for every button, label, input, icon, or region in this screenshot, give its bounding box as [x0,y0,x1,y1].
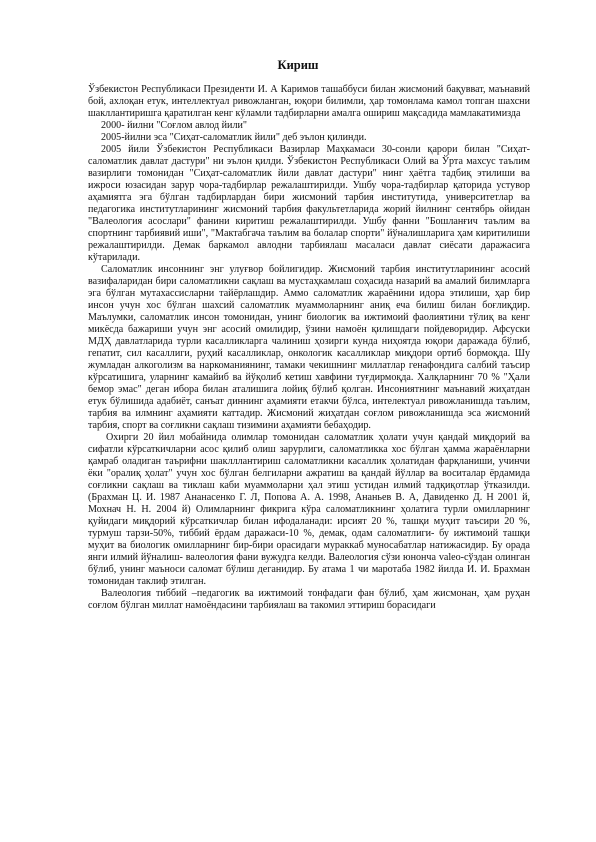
paragraph-year-2000: 2000- йилни "Соғлом авлод йили" [101,120,248,131]
paragraph-valeology: Валеология тиббий –педагогик ва ижтимоий тонфадаги фан бўлиб, ҳам жисмонан, ҳам руҳан соғлом бўлган миллат намоёндасини тарбиялаш ва такомил эттириш борасидаги [88,588,530,611]
page-title: Кириш [277,58,319,72]
paragraph-year-2005: 2005-йилни эса "Сиҳат-саломатлик йили" деб эълон қилинди. [101,132,367,143]
paragraph-state-program: 2005 йили Ўзбекистон Республикаси Вазирлар Маҳкамаси 30-сонли қарори билан "Сиҳат- саломатлик давлат дастури" ни эълон қилди. Ўзбекистон Республикаси Олий ва Ўрта махсус таълим вазирлиги томонидан "Сиҳат-саломатлик йили давлат дастури" нинг ҳаётга тадбиқ этилиши ва ижроси юзасидан зарур чора-тадбирлар режалаштирилди. Ушбу чора-тадбирлар қаторида устувор аҳамиятга эга бўлган тадбирлардан бири жисмоний тарбия институтида, университетлар ва педагогика институтларининг жисмоний тарбия факультетларида жорий йилнинг сентябрь ойидан "Валеология асослари" фанини киритиш режалаштирилди. Ушбу фанни "Бошланғич таълим ва спортнинг тарбиявий иши", "Мактабгача таълим ва болалар спорти" йўналишларига ҳам киритилиши режалаштирилди. Демак баркамол авлодни тарбиялаш масаласи давлат сиёсати даражасига кўтарилади. [88,144,530,263]
paragraph-health-wealth: Саломатлик инсоннинг энг улуғвор бойлигидир. Жисмоний тарбия институтларининг асосий вазифаларидан бири саломатликни сақлаш ва мустаҳкамлаш соҳасида назарий ва амалий билимларга эга бўлган мутахассисларни тайёрлашдир. Аммо саломатлик жараёнини идора этилиши, ҳар бир инсон учун хос бўлган шахсий саломатлик муаммоларнинг аниқ еча билиш билан боғлиқдир. Маълумки, саломатлик инсон томонидан, унинг биологик ва ижтимоий фаолиятини тўлиқ ва кенг микёсда бажариши учун энг асосий омилидир, ўзини намоён қилишдаги пойдеворидир. Афсуски МДҲ давлатларида турли касалликларга чалиниш ҳозирги кунда ниҳоятда юқори даражада бўлиб, гепатит, сил касаллиги, руҳий касалликлар, онкологик касалликлар миқдори ортиб бормоқда. Шу жумладан алкоголизм ва наркоманиянинг, тамаки чекишнинг миллатлар генафондига салбий таъсир кўрсатишига, уларнинг камайиб ва йўқолиб кетиш хавфини туғдирмоқда. Халқларнинг 70 % "Ҳали бемор эмас" деган ибора билан аталишига лойиқ бўлиб қолган. Инсониятнинг маънавий жиҳатдан етук бўлишида адабиёт, санъат диннинг аҳамияти етакчи бўлса, интелектуал ривожланишда таълим, тарбия ва илмнинг аҳамияти каттадир. Жисмоний жиҳатдан соғлом ривожланишда эса жисмоний тарбия, спорт ва соғликни сақлаш тизимини аҳамияти бебаҳодир. [88,264,530,431]
paragraph-research: Охирги 20 йил мобайнида олимлар томонидан саломатлик ҳолати учун қандай миқдорий ва сифатли кўрсаткичларни асос қилиб олиш зарурлиги, саломатликка хос бўлган ҳамма жараёнларни қамраб оладиган таърифни шаклллантириш саломатликни касаллик ҳолатидан фарқланиши, учинчи ёки "оралиқ ҳолат" учун хос бўлган белгиларни ажратиш ва қандай йўллар ва воситалар ёрдамида соғликни сақлаш ва тиклаш каби муаммоларни ҳал этиш устидан илмий тадқиқотлар ўтказилди. (Брахман Ц. И. 1987 Ананасенко Г. Л, Попова А. А. 1998, Ананьев В. А, Давиденко Д. Н 2001 й, Мохнач Н. Н. 2004 й) Олимларнинг фикрига кўра саломатликнинг ҳолатига турли омилларнинг қуйидаги миқдорий кўрсаткичлар билан ифодаланади: ирсият 20 %, ташқи муҳит таъсири 20 %, турмуш тарзи-50%, тиббий ёрдам даражаси-10 %, демак, одам саломатлиги- бу ижтимоий ташқи муҳит ва биологик омилларнинг бир-бири орасидаги мураккаб муносабатлар натижасидир. Бу орада янги илмий йўналиш- валеология фани вужудга келди. Валеология сўзи юнонча valeo-сўздан олинган бўлиб, унинг маъноси саломат бўлиш деганидир. Бу атама 1 чи маротаба 1982 йилда И. И. Брахман томонидан таклиф этилган. [88,432,530,587]
paragraph-intro: Ўзбекистон Республикаси Президенти И. А Каримов ташаббуси билан жисмоний бақувват, маънавий бой, ахлоқан етук, интеллектуал ривожланган, юқори билимли, ҳар томонлама камол топган шахсни шакллантиришга қаратилган кенг кўламли тадбирларни амалга ошириш мақсадида мамлакатимизда [88,84,530,119]
body-text [88,84,530,612]
